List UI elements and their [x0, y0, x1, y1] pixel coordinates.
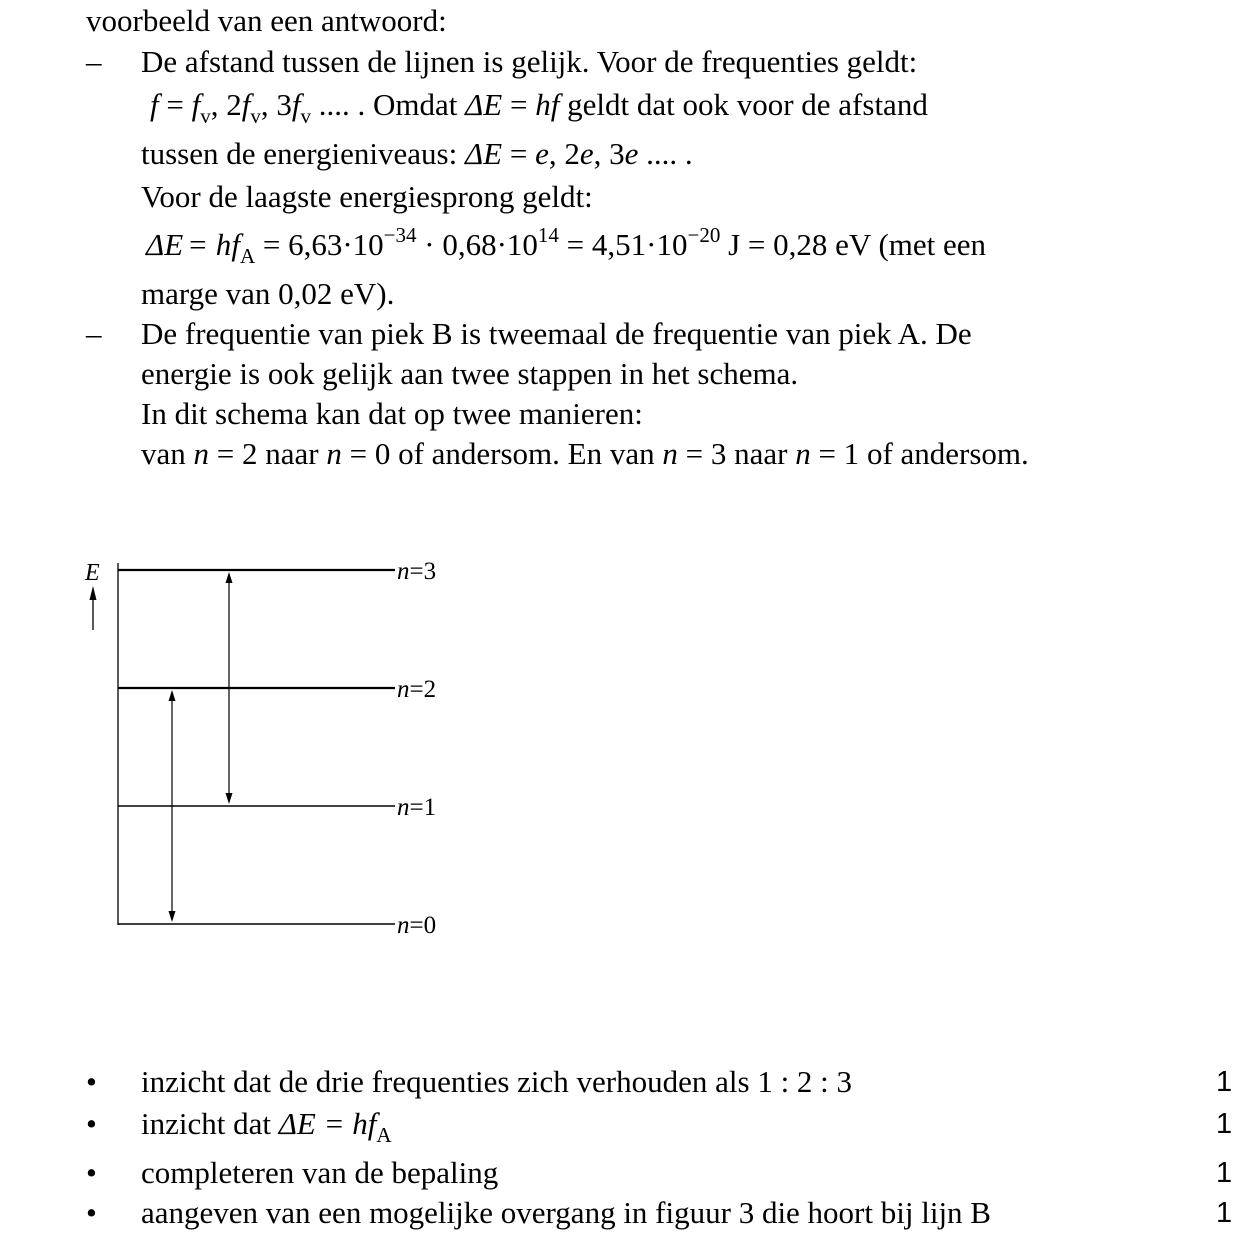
p2-end: of andersom. [866, 436, 1029, 471]
delta-e-3: ΔE [146, 227, 184, 262]
dots-omdat: .... . Omdat [310, 87, 466, 122]
bullet-marker: • [86, 1064, 97, 1099]
calc-h: = h [187, 227, 232, 262]
p2-mid: of andersom. En van [390, 436, 663, 471]
p1-line3-end: .... . [638, 136, 693, 171]
fv-1: f [191, 87, 201, 122]
score-2-points: 1 [1216, 1108, 1233, 1140]
calc-mid2: · 0,68·10 [416, 227, 538, 262]
score-3-points: 1 [1216, 1157, 1233, 1189]
bullet-marker: • [86, 1195, 97, 1230]
coef-2: 2 [226, 87, 242, 122]
fv-2: f [241, 87, 251, 122]
n-d: n [795, 436, 811, 471]
score-2 [141, 1106, 392, 1147]
p2-line3: In dit schema kan dat op twee manieren: [141, 396, 643, 431]
comma-2: , [260, 87, 277, 122]
score-2-sub: A [376, 1123, 392, 1147]
eq3: = 3 [677, 436, 735, 471]
energy-level-label-n1: n=1 [397, 794, 437, 821]
score-4-points: 1 [1216, 1197, 1233, 1229]
van: van [141, 436, 194, 471]
score-2-text: inzicht dat [141, 1106, 279, 1141]
delta-e: ΔE [465, 87, 503, 122]
calc-mid: = 6,63·10 [255, 227, 384, 262]
p1-line4: Voor de laagste energiesprong geldt: [141, 179, 593, 214]
delta-e-2: ΔE [464, 136, 503, 171]
n-b: n [326, 436, 342, 471]
sub-a: A [239, 244, 256, 268]
e-2: e [579, 136, 594, 171]
coef-3: 3 [276, 87, 292, 122]
exp-2: 14 [537, 223, 559, 247]
fv-3: f [291, 87, 301, 122]
e-3: e [624, 136, 639, 171]
e-1: e [535, 136, 549, 171]
calc-f: f [231, 227, 240, 262]
p1-line3-text: tussen de energieniveaus: [141, 136, 465, 171]
p2-line2: energie is ook gelijk aan twee stappen in het schema. [141, 356, 799, 391]
eq1: = 1 [810, 436, 867, 471]
dash-marker: – [86, 316, 102, 351]
calc-mid3: = 4,51·10 [558, 227, 688, 262]
sub-v-3: v [300, 104, 311, 128]
exp-3: −20 [687, 223, 721, 247]
eq0: = 0 [341, 436, 391, 471]
bullet-marker: • [86, 1155, 97, 1190]
energy-level-label-n3: n=3 [397, 558, 437, 585]
comma-4: , [593, 136, 610, 171]
score-4: aangeven van een mogelijke overgang in figuur 3 die hoort bij lijn B [141, 1195, 991, 1230]
equals-3: = [502, 136, 536, 171]
coef-2b: 2 [564, 136, 580, 171]
score-2-formula: ΔE = hf [278, 1106, 377, 1141]
energy-level-label-n0: n=0 [397, 912, 437, 939]
energy-level-label-n2: n=2 [397, 676, 437, 703]
eq2: = 2 [209, 436, 266, 471]
score-1 [141, 1066, 852, 1097]
calc-end: J = 0,28 eV (met een [720, 227, 987, 262]
energy-axis-label: E [85, 560, 100, 586]
exp-1: −34 [383, 223, 417, 247]
score-1-text: inzicht dat de drie frequenties zich verhouden als [141, 1064, 758, 1099]
n-a: n [193, 436, 210, 471]
p1-line1: De afstand tussen de lijnen is gelijk. Voor de frequenties geldt: [141, 44, 918, 79]
bullet-marker: • [86, 1106, 97, 1141]
score-1-ratio: 1 : 2 : 3 [757, 1064, 853, 1099]
comma-3: , [548, 136, 565, 171]
sub-v-1: v [200, 104, 211, 128]
hf: hf [535, 87, 560, 122]
f-symbol: f [150, 87, 159, 122]
sub-v-2: v [250, 104, 261, 128]
naar-2: naar [734, 436, 796, 471]
p2-line1: De frequentie van piek B is tweemaal de frequentie van piek A. De [141, 316, 972, 351]
p1-line6: marge van 0,02 eV). [141, 276, 395, 311]
naar-1: naar [265, 436, 327, 471]
energy-axis-arrowhead [90, 586, 97, 600]
n-c: n [662, 436, 678, 471]
p1-rest: geldt dat ook voor de afstand [559, 87, 928, 122]
score-1-points: 1 [1216, 1066, 1233, 1098]
equals: = [158, 87, 192, 122]
dash-marker: – [86, 44, 102, 79]
comma-1: , [210, 87, 227, 122]
score-3: completeren van de bepaling [141, 1155, 499, 1190]
heading: voorbeeld van een antwoord: [86, 3, 447, 38]
coef-3b: 3 [609, 136, 625, 171]
equals-2: = [502, 87, 536, 122]
